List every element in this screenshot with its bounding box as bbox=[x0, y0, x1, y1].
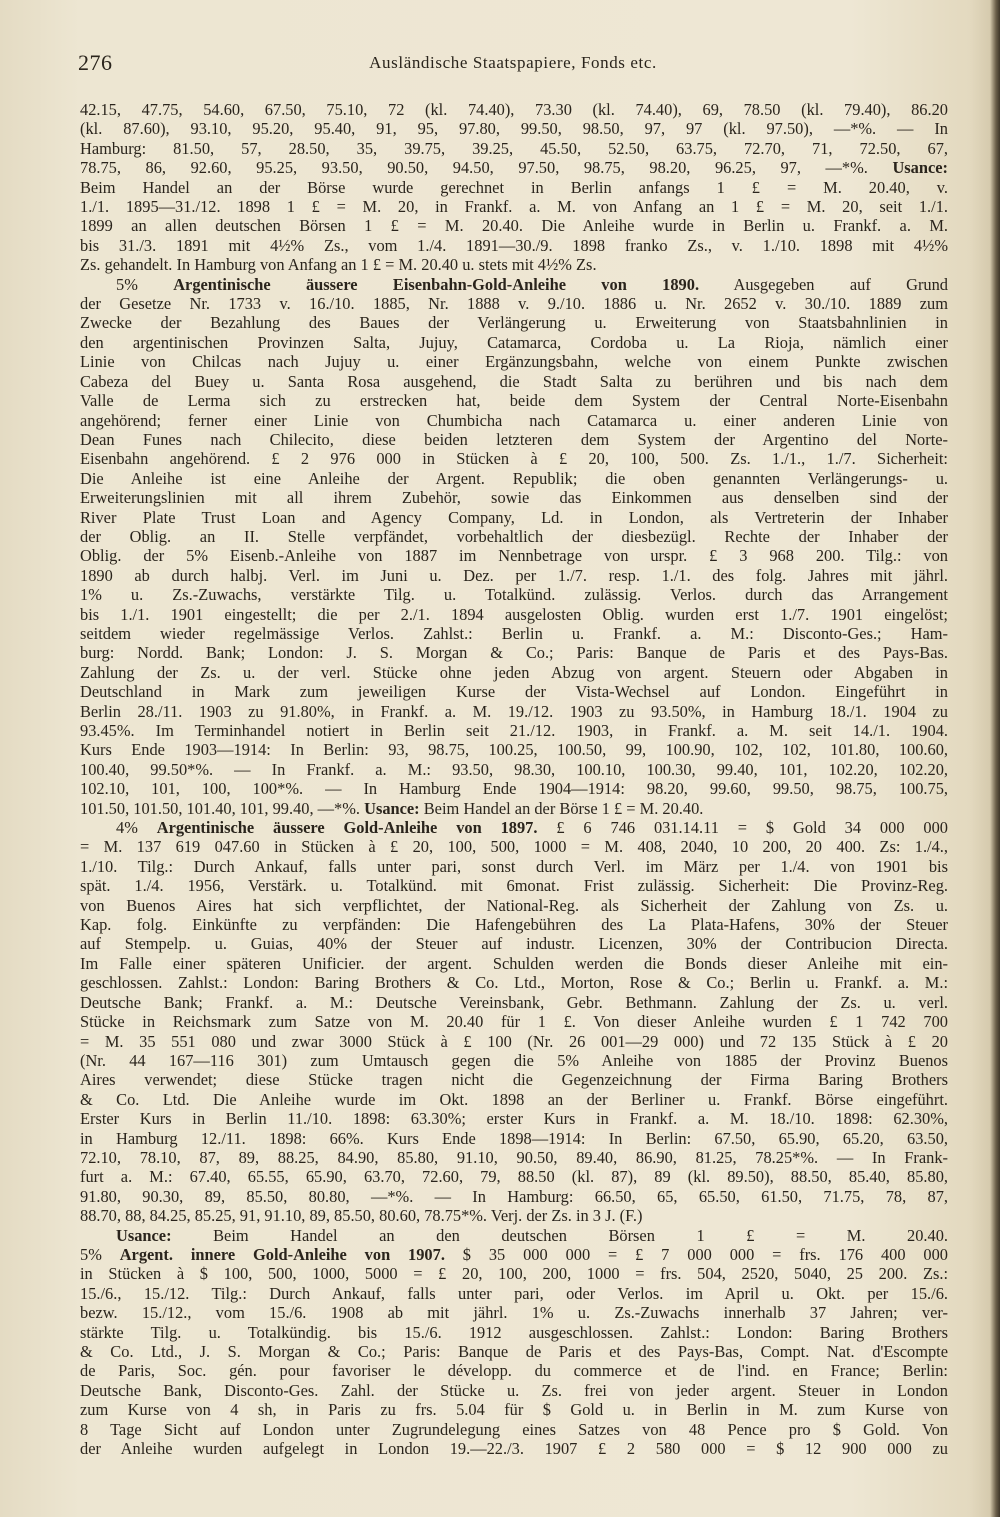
page-number: 276 bbox=[78, 50, 113, 75]
text-line: in Hamburg 12./11. 1898: 66%. Kurs Ende 1898—1914: In Berlin: 67.50, 65.90, 65.20, 63.50, bbox=[80, 1128, 948, 1148]
text-line: 1% u. Zs.-Zuwachs, verstärkte Tilg. u. Totalkünd. zulässig. Verlos. durch das Arrangement bbox=[80, 585, 948, 605]
text-line: Dean Funes nach Chilecito, diese beiden letzteren dem System der Argentino del Norte- bbox=[80, 429, 948, 449]
text-line: der Oblig. an II. Stelle verpfändet, vorbehaltlich der diesbezügl. Rechte der Inhaber der bbox=[80, 526, 948, 546]
entry-heading-line: Usance: Beim Handel an den deutschen Börsen 1 £ = M. 20.40. bbox=[116, 1225, 948, 1245]
text-line: 101.50, 101.50, 101.40, 101, 99.40, —*%. Usance: Beim Handel an der Börse 1 £ = M. 20.40. bbox=[80, 798, 704, 818]
text-line: burg: Nordd. Bank; London: J. S. Morgan & Co.; Paris: Banque de Paris et des Pays-Bas. bbox=[80, 643, 948, 663]
text-line: 93.45%. Im Terminhandel notiert in Berlin seit 21./12. 1903, in Frankf. a. M. seit 14./1. 1904. bbox=[80, 721, 948, 740]
text-line: Linie von Chilcas nach Jujuy u. einer Ergänzungsbahn, welche von einem Punkte zwischen bbox=[80, 352, 948, 372]
text-line: Zs. gehandelt. In Hamburg von Anfang an 1 £ = M. 20.40 u. stets mit 4½% Zs. bbox=[80, 255, 597, 275]
text-line: 72.10, 78.10, 87, 89, 88.25, 84.90, 85.80, 91.10, 90.50, 89.40, 86.90, 81.25, 78.25*%. — In Frank- bbox=[80, 1147, 948, 1167]
text-line: bezw. 15./12., vom 15./6. 1908 ab mit jährl. 1% u. Zs.-Zuwachs innerhalb 37 Jahren; ver- bbox=[80, 1303, 948, 1323]
text-line: furt a. M.: 67.40, 65.55, 65.90, 63.70, 72.60, 79, 88.50 (kl. 87), 89 (kl. 89.50), 88.50, 85.40, 85.80, bbox=[80, 1167, 948, 1187]
text-line: (kl. 87.60), 93.10, 95.20, 95.40, 91, 95, 97.80, 99.50, 98.50, 97, 97 (kl. 97.50), —*%. — In bbox=[80, 119, 948, 139]
text-line: von Buenos Aires hat sich verpflichtet, der National-Reg. als Sicherheit der Zahlung von Zs. u. bbox=[80, 895, 948, 915]
text-line: der Gesetze Nr. 1733 v. 16./10. 1885, Nr. 1888 v. 9./10. 1886 u. Nr. 2652 v. 30./10. 1889 zum bbox=[80, 294, 948, 314]
text-line: 1899 an allen deutschen Börsen 1 £ = M. 20.40. Die Anleihe wurde in Berlin u. Frankf. a. M. bbox=[80, 216, 948, 236]
text-line: zum Kurse von 4 sh, in Paris zu frs. 5.04 für $ Gold u. in Berlin in M. zum Kurse von bbox=[80, 1400, 948, 1420]
text-line: (Nr. 44 167—116 301) zum Umtausch gegen die 5% Anleihe von 1885 der Provinz Buenos bbox=[80, 1050, 948, 1070]
text-line: 1./10. Tilg.: Durch Ankauf, falls unter pari, sonst durch Verl. im März per 1./4. von 1901 bis bbox=[80, 856, 948, 876]
text-line: Deutschland in Mark zum jeweiligen Kurse der Vista-Wechsel auf London. Eingeführt in bbox=[80, 682, 948, 702]
text-line: = M. 35 551 080 und zwar 3000 Stück à £ 100 (Nr. 26 001—29 000) und 72 135 Stück à £ 20 bbox=[80, 1031, 948, 1051]
text-line: 88.70, 88, 84.25, 85.25, 91, 91.10, 89, 85.50, 80.60, 78.75*%. Verj. der Zs. in 3 J. (F.) bbox=[80, 1206, 643, 1226]
text-line: de Paris, Soc. gén. pour favoriser le développ. du commerce et de l'ind. en France; Berlin: bbox=[80, 1361, 948, 1381]
text-line: River Plate Trust Loan and Agency Company, Ld. in London, als Vertreterin der Inhaber bbox=[80, 507, 948, 527]
page-header bbox=[78, 50, 948, 80]
text-line: Zahlung der Zs. u. der verl. Stücke ohne jeden Abzug von argent. Steuern oder Abgaben in bbox=[80, 662, 948, 682]
text-line: Berlin 28./11. 1903 zu 91.80%, in Frankf. a. M. 19./12. 1903 zu 93.50%, in Hamburg 18./1. 1904 zu bbox=[80, 701, 948, 721]
running-title: Ausländische Staatspapiere, Fonds etc. bbox=[369, 53, 657, 72]
text-line: 78.75, 86, 92.60, 95.25, 93.50, 90.50, 94.50, 97.50, 98.75, 98.20, 96.25, 97, —*%. Usance: bbox=[80, 158, 948, 178]
text-line: 91.80, 90.30, 89, 85.50, 80.80, —*%. — In Hamburg: 66.50, 65, 65.50, 61.50, 71.75, 78, 87, bbox=[80, 1186, 948, 1206]
text-line: 42.15, 47.75, 54.60, 67.50, 75.10, 72 (kl. 74.40), 73.30 (kl. 74.40), 69, 78.50 (kl. 79.40), 86.20 bbox=[80, 100, 948, 119]
text-line: Deutsche Bank, Disconto-Ges. Zahl. der Stücke u. Zs. frei von jeder argent. Steuer in London bbox=[80, 1380, 948, 1400]
text-line: Kurs Ende 1903—1914: In Berlin: 93, 98.75, 100.25, 100.50, 99, 100.90, 102, 102, 101.80, 100.60, bbox=[80, 740, 948, 760]
text-line: Valle de Lerma sich zu erstrecken hat, beide dem System der Central Norte-Eisenbahn bbox=[80, 391, 948, 411]
text-line: der Anleihe wurden aufgelegt in London 19.—22./3. 1907 £ 2 580 000 = $ 12 900 000 zu bbox=[80, 1439, 948, 1459]
text-line: 15./6., 15./12. Tilg.: Durch Ankauf, falls unter pari, oder Verlos. im April u. Okt. per 15./6. bbox=[80, 1283, 948, 1303]
text-line: Zwecke der Bezahlung des Baues der Verlängerung u. Erweiterung von Staatsbahnlinien in bbox=[80, 313, 948, 333]
text-line: Cabeza del Buey u. Santa Rosa ausgehend, die Stadt Salta zu berühren und bis nach dem bbox=[80, 371, 948, 391]
text-line: 1890 ab durch halbj. Verl. im Juni u. Dez. per 1./7. resp. 1./1. des folg. Jahres mit jährl. bbox=[80, 565, 948, 585]
entry-heading-line: 5% Argentinische äussere Eisenbahn-Gold-Anleihe von 1890. Ausgegeben auf Grund bbox=[116, 274, 948, 294]
text-line: = M. 137 619 047.60 in Stücken à £ 20, 100, 500, 1000 = M. 408, 2040, 10 200, 20 400. Zs: 1./4., bbox=[80, 837, 948, 857]
text-line: Aires verwendet; diese Stücke tragen nicht die Gegenzeichnung der Firma Baring Brothers bbox=[80, 1070, 948, 1090]
body-text bbox=[80, 100, 948, 1458]
text-line: angehörend; ferner einer Linie von Chumbicha nach Catamarca u. einer anderen Linie von bbox=[80, 410, 948, 430]
text-line: Oblig. der 5% Eisenb.-Anleihe von 1887 im Nennbetrage von urspr. £ 3 968 200. Tilg.: von bbox=[80, 546, 948, 566]
text-line: auf Stempelp. u. Guias, 40% der Steuer auf industr. Licenzen, 30% der Contribucion Directa. bbox=[80, 934, 948, 954]
text-line: 100.40, 99.50*%. — In Frankf. a. M.: 93.50, 98.30, 100.10, 100.30, 99.40, 101, 102.20, 102.20, bbox=[80, 759, 948, 779]
text-line: Kap. folg. Einkünfte zu verpfänden: Die Hafengebühren des La Plata-Hafens, 30% der Steuer bbox=[80, 915, 948, 935]
text-line: geschlossen. Zahlst.: London: Baring Brothers & Co. Ltd., Morton, Rose & Co.; Berlin u. Frankf. a. M.: bbox=[80, 973, 948, 993]
text-line: Hamburg: 81.50, 57, 28.50, 35, 39.75, 39.25, 45.50, 52.50, 63.75, 72.70, 71, 72.50, 67, bbox=[80, 138, 948, 158]
text-line: seitdem wieder regelmässige Verlos. Zahlst.: Berlin u. Frankf. a. M.: Disconto-Ges.; Ham- bbox=[80, 623, 948, 643]
text-line: den argentinischen Provinzen Salta, Jujuy, Catamarca, Cordoba u. La Rioja, nämlich einer bbox=[80, 332, 948, 352]
text-line: stärkte Tilg. u. Totalkündig. bis 15./6. 1912 ausgeschlossen. Zahlst.: London: Baring Brothers bbox=[80, 1322, 948, 1342]
text-line: bis 1./1. 1901 eingestellt; die per 2./1. 1894 ausgelosten Oblig. wurden erst 1./7. 1901 eingelöst; bbox=[80, 604, 948, 624]
text-line: in Stücken à $ 100, 500, 1000, 5000 = £ 20, 100, 200, 1000 = frs. 504, 2520, 5040, 25 200. Zs.: bbox=[80, 1264, 948, 1284]
text-line: 1./1. 1895—31./12. 1898 1 £ = M. 20, in Frankf. a. M. von Anfang an 1 £ = M. 20, seit 1./1. bbox=[80, 197, 948, 217]
text-line: bis 31./3. 1891 mit 4½% Zs., vom 1./4. 1891—30./9. 1898 franko Zs., v. 1./10. 1898 mit 4½% bbox=[80, 235, 948, 255]
text-line: 8 Tage Sicht auf London unter Zugrundelegung eines Satzes von 48 Pence pro $ Gold. Von bbox=[80, 1419, 948, 1439]
text-line: Beim Handel an der Börse wurde gerechnet in Berlin anfangs 1 £ = M. 20.40, v. bbox=[80, 177, 948, 197]
page-edge-shadow bbox=[990, 0, 1000, 1517]
text-line: Erweiterungslinien mit all ihrem Zubehör, sowie das Einkommen aus denselben sind der bbox=[80, 488, 948, 508]
text-line: Erster Kurs in Berlin 11./10. 1898: 63.30%; erster Kurs in Frankf. a. M. 18./10. 1898: 62.30%, bbox=[80, 1109, 948, 1129]
text-line: Die Anleihe ist eine Anleihe der Argent. Republik; die oben genannten Verlängerungs- u. bbox=[80, 468, 948, 488]
text-line: Im Falle einer späteren Unificier. der argent. Schulden werden die Bonds dieser Anleihe mit ein- bbox=[80, 953, 948, 973]
text-line: spät. 1./4. 1956, Verstärk. u. Totalkünd. mit 6monat. Frist zulässig. Sicherheit: Die Provinz-Reg. bbox=[80, 876, 948, 896]
text-line: Stücke in Reichsmark zum Satze von M. 20.40 für 1 £. Von dieser Anleihe wurden £ 1 742 700 bbox=[80, 1012, 948, 1032]
text-line: Deutsche Bank; Frankf. a. M.: Deutsche Vereinsbank, Gebr. Bethmann. Zahlung der Zs. u. verl. bbox=[80, 992, 948, 1012]
text-line: & Co. Ltd., J. S. Morgan & Co.; Paris: Banque de Paris et des Pays-Bas, Compt. Nat. d'Escompte bbox=[80, 1342, 948, 1361]
text-line: 102.10, 101, 100, 100*%. — In Hamburg Ende 1904—1914: 98.20, 99.60, 99.50, 98.75, 100.75, bbox=[80, 779, 948, 799]
text-line: Eisenbahn angehörend. £ 2 976 000 in Stücken à £ 20, 100, 500. Zs. 1./1., 1./7. Sicherheit: bbox=[80, 449, 948, 469]
entry-heading-line: 4% Argentinische äussere Gold-Anleihe von 1897. £ 6 746 031.14.11 = $ Gold 34 000 000 bbox=[116, 818, 948, 838]
text-line: 5% Argent. innere Gold-Anleihe von 1907. $ 35 000 000 = £ 7 000 000 = frs. 176 400 000 bbox=[80, 1244, 948, 1264]
text-line: & Co. Ltd. Die Anleihe wurde im Okt. 1898 an der Berliner u. Frankf. Börse eingeführt. bbox=[80, 1089, 948, 1109]
